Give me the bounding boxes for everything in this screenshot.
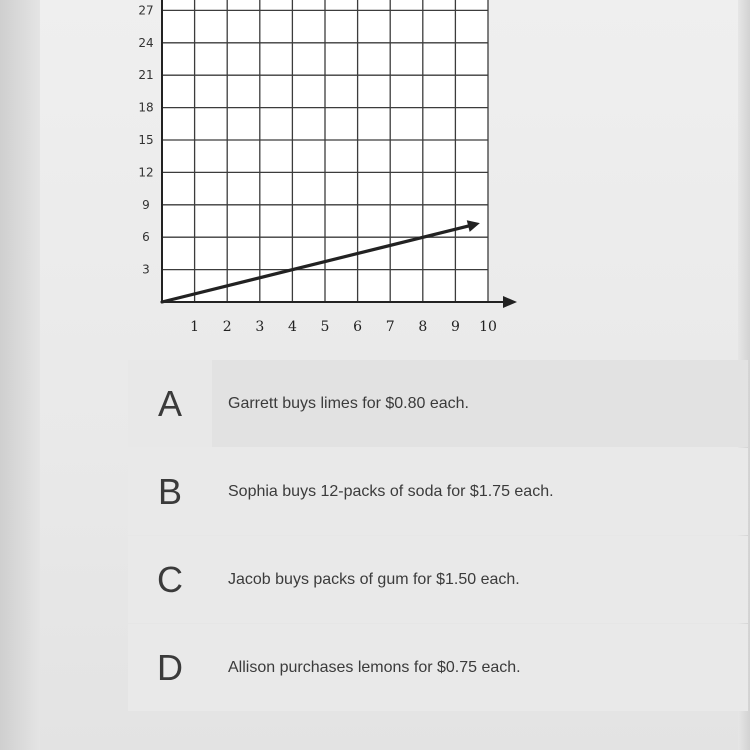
x-tick-labels <box>190 319 497 335</box>
x-tick-label: 1 <box>190 319 200 335</box>
y-tick-label: 21 <box>138 68 154 83</box>
x-axis-arrowhead <box>503 296 517 308</box>
choice-d-letter: D <box>157 646 183 688</box>
choice-b[interactable] <box>128 448 748 535</box>
x-tick-label: 6 <box>353 319 363 335</box>
line-graph <box>0 0 750 360</box>
y-tick-label: 18 <box>138 100 154 115</box>
x-tick-label: 10 <box>479 319 497 335</box>
choice-d[interactable] <box>128 624 748 711</box>
choice-c-letter: C <box>157 558 183 600</box>
x-tick-label: 3 <box>255 319 265 335</box>
y-tick-labels <box>138 3 153 276</box>
choice-a-text: Garrett buys limes for $0.80 each. <box>228 394 469 412</box>
y-tick-label: 6 <box>142 230 150 245</box>
choice-a-letter: A <box>157 382 182 424</box>
grid <box>162 0 488 302</box>
choice-b-text: Sophia buys 12-packs of soda for $1.75 each. <box>228 482 554 500</box>
x-tick-label: 7 <box>385 319 395 335</box>
x-tick-label: 2 <box>222 319 232 335</box>
x-tick-label: 4 <box>287 319 297 335</box>
choice-d-letter-cell <box>128 624 212 711</box>
choice-c-letter-cell <box>128 536 212 623</box>
choice-d-text: Allison purchases lemons for $0.75 each. <box>228 658 521 676</box>
y-tick-label: 12 <box>138 165 154 180</box>
choice-c-text: Jacob buys packs of gum for $1.50 each. <box>228 570 520 588</box>
choice-a[interactable] <box>128 360 748 447</box>
x-tick-label: 9 <box>450 319 460 335</box>
x-tick-label: 5 <box>320 319 330 335</box>
y-tick-label: 3 <box>142 262 150 277</box>
y-tick-label: 27 <box>138 3 154 18</box>
y-tick-label: 15 <box>138 133 154 147</box>
y-tick-label: 24 <box>138 35 154 50</box>
choice-a-letter-cell <box>128 360 212 447</box>
x-tick-label: 8 <box>418 319 428 335</box>
answer-choices <box>128 360 748 712</box>
y-tick-label: 9 <box>142 197 150 212</box>
choice-b-letter: B <box>157 470 182 512</box>
choice-c[interactable] <box>128 536 748 623</box>
choice-b-letter-cell <box>128 448 212 535</box>
